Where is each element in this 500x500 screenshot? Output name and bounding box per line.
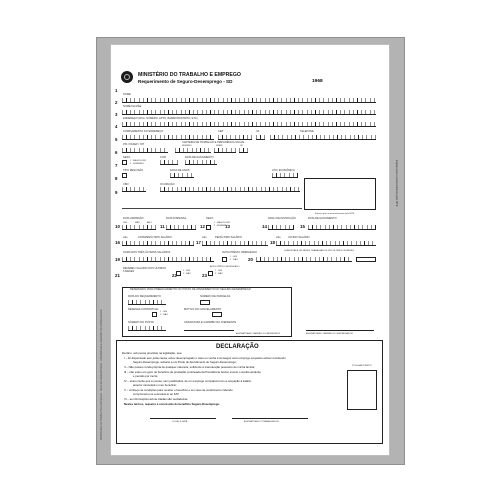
ativ-economica-input[interactable] [272, 173, 298, 178]
field-label-data-nascimento: DATA DE NASCIMENTO [185, 156, 214, 159]
pis-input[interactable] [122, 148, 168, 153]
tipo-rescisao-input[interactable] [122, 173, 127, 178]
ministry-title: MINISTÉRIO DO TRABALHO E EMPREGO [138, 72, 241, 78]
aviso-option: 1 - SIM [230, 256, 238, 258]
field-label-ano: ANO [147, 222, 152, 224]
form-number: 1968 [312, 79, 323, 84]
field-label-sexo2: SEXO [206, 217, 214, 220]
ctps-serie-input[interactable] [214, 148, 236, 153]
section-number: 18 [270, 240, 275, 245]
section-number: 8 [115, 176, 118, 181]
field-label-numero-posto: NÚMERO DO POSTO [128, 321, 154, 324]
field-label-cbo: CBO [123, 183, 129, 186]
declaration-item: II – Não possuo renda própria de qualquer natureza, suficiente à manutenção pessoal e de minha família; [124, 365, 255, 369]
assinatura-empregador-line[interactable] [306, 330, 374, 331]
side-margin-text: MINISTÉRIO DO TRABALHO E EMPREGO · SEGURO-DESEMPREGO · ASSINATURA E CARIMBO DO EMPREGADOR [100, 309, 103, 440]
section-number: 7 [115, 163, 118, 168]
field-label-cep: CEP [218, 130, 224, 133]
sexo2-option: 2 - FEMININO [214, 225, 228, 227]
form-title: Requerimento de Seguro-Desemprego - SD [138, 79, 233, 84]
section-number: 17 [196, 240, 201, 245]
quantidade-meses-input[interactable] [256, 257, 352, 262]
field-label-complemento: COMPLEMENTO DO ENDEREÇO [123, 130, 164, 133]
complemento-input[interactable] [122, 135, 214, 140]
field-label-penultimo: PENÚLTIMO SALÁRIO [215, 236, 242, 239]
section-number: 21 [115, 273, 120, 278]
sexo-option: 1 - MASCULINO [130, 160, 147, 162]
field-label-soma: SOMA DOS TRÊS ÚLTIMOS SALÁRIOS [123, 251, 171, 254]
sexo-input[interactable] [122, 160, 127, 165]
field-label-faixa-anos: FAIXA DE ANOS [170, 169, 190, 172]
field-label-recebeu: RECEBEU SALÁRIO NOS ÚLTIMOS 6 MESES [123, 267, 166, 273]
resenha-input[interactable] [152, 312, 157, 317]
aviso-previo-2-input[interactable] [208, 271, 213, 276]
sexo2-option: 1 - MASCULINO [214, 222, 231, 224]
field-label-mes: MÊS [135, 222, 140, 224]
section-number: 13 [225, 224, 230, 229]
mte-reserved-box [304, 178, 376, 210]
uf-input[interactable] [256, 135, 265, 140]
sexo-option: 2 - FEMININO [130, 163, 144, 165]
thumbprint-box [347, 370, 377, 410]
data-nascimento2-input[interactable] [308, 225, 376, 230]
declaration-item: e pensão por morte; [133, 374, 159, 378]
field-label-ocupacao: OCUPAÇÃO [160, 183, 175, 186]
field-label-ctps-uf: UF [240, 145, 243, 147]
field-label-resenha: RESENHA CONTRATUAL [128, 308, 159, 311]
mte-reserved-label: Espaço para o preenchimento pelo MTE [315, 213, 355, 215]
section-number: 6 [115, 150, 118, 155]
ctps-uf-input[interactable] [239, 148, 248, 153]
field-label-pis: PIS / PASEP / NIT [123, 143, 145, 146]
ocupacao-input[interactable] [160, 187, 300, 192]
endereco-input[interactable] [122, 122, 376, 127]
declaration-item: comprometo-me a devolvê-lo ao FAT; [133, 392, 180, 396]
declaration-item: I – fui dispensado sem justa causa, estou desempregado e caso eu venha a conseguir outro emprego enquanto estiver recebendo [124, 356, 286, 360]
penultimo-input[interactable] [202, 241, 268, 246]
field-label-nome-mae: NOME DA MÃE [123, 105, 142, 108]
section-number: 19 [115, 257, 120, 262]
meses-total-input[interactable] [356, 257, 376, 262]
field-label-sexo: SEXO [123, 156, 131, 159]
resenha-option: 1 - SIM [160, 311, 168, 313]
section-number: 11 [160, 224, 165, 229]
data-dispensa-input[interactable] [166, 225, 196, 230]
field-label-ctps-serie: SÉRIE [216, 145, 223, 147]
declaration-intro: Declaro, sob penas previstas na legislação, que: [122, 351, 183, 355]
section-number: 16 [115, 240, 120, 245]
data-requerimento-input[interactable] [128, 300, 166, 305]
local-data-line[interactable] [150, 418, 216, 419]
data-admissao-input[interactable] [122, 225, 156, 230]
numero-posto-input[interactable] [128, 326, 166, 331]
data-nascimento-input[interactable] [185, 160, 217, 165]
field-label-uf: UF [256, 130, 260, 133]
field-label-quantidade-meses: QUANTIDADE DE MESES TRABALHADOS NOS ÚLTIMOS 36 MESES [284, 250, 354, 252]
field-label-endereco: ENDEREÇO (RUA, NÚMERO, APTO, BAIRRO/DISTRITO, ETC) [123, 117, 198, 120]
aviso-option: 1 - SIM [215, 270, 223, 272]
section-number: 1 [115, 88, 118, 93]
aviso-previo-input[interactable] [222, 257, 227, 262]
field-label-antepenultimo: ANTEPENÚLTIMO SALÁRIO [138, 236, 172, 239]
field-label-numero-parcelas: NÚMERO DE PARCELAS [200, 295, 231, 298]
resenha-option: 2 - NÃO [160, 314, 168, 316]
declaration-item: IV – estou ciente que a recusa, sem justificativa, de um emprego compatível com a ocupação à salário [124, 379, 252, 383]
field-label-ativ-economica: ATIV. ECONÔMICA [272, 169, 295, 172]
section-number: 15 [300, 224, 305, 229]
cor-input[interactable] [160, 160, 178, 165]
field-label-mes: MÊS [276, 237, 281, 239]
section-number: 10 [115, 224, 120, 229]
field-label-assinatura-atend-label: ASSINATURA E CARIMBO DO ATENDENTE [184, 321, 237, 324]
declaration-item: V – conheço as condições para receber o benefício e em caso de recebimento indevido [124, 388, 233, 392]
declaration-item: Seguro-Desemprego, avisarei a um Posto de Atendimento do Seguro-Desemprego; [133, 360, 237, 364]
field-label-ctps: CARTEIRA DE TRABALHO E PREVIDÊNCIA SOCIAL [182, 141, 245, 144]
section-number: 12 [200, 224, 205, 229]
field-label-nome: NOME [123, 93, 131, 96]
field-label-mes: MÊS [123, 237, 128, 239]
nome-input[interactable] [122, 98, 376, 103]
nome-mae-input[interactable] [122, 110, 376, 115]
field-label-data-nascimento2: DATA DE NASCIMENTO [308, 217, 337, 220]
field-label-aviso-previo: AVISO PRÉVIO INDENIZADO [222, 251, 257, 254]
declaration-item: III – não estou em gozo de benefício de prestação continuada da Previdência Social, exceto o auxílio-acidente [124, 370, 261, 374]
reserved-title: RESERVADO PARA PREENCHIMENTO NO POSTO DE ATENDIMENTO DO SEGURO-DESEMPREGO [130, 288, 251, 291]
motivo-input[interactable] [212, 312, 222, 317]
declaration-item: VI – as informações acima citadas são verdadeiras. [124, 397, 189, 401]
declaration-item: anterior cancelará o meu benefício; [133, 383, 177, 387]
section-number: 9 [115, 190, 118, 195]
aviso-option: 2 - NÃO [215, 273, 223, 275]
section-number: 3 [115, 112, 118, 117]
grau-instrucao-input[interactable] [268, 225, 294, 230]
ctps-numero-input[interactable] [175, 148, 211, 153]
field-label-motivo: MOTIVO DO CANCELAMENTO [184, 308, 222, 311]
assinatura-trabalhador-line[interactable] [232, 418, 308, 419]
field-label-data-admissao: DATA ADMISSÃO [123, 217, 144, 220]
assinatura-atend-line[interactable] [184, 330, 234, 331]
aviso-option: 2 - NÃO [230, 259, 238, 261]
field-label-tipo-rescisao: TIPO RESCISÃO [123, 169, 144, 172]
numero-parcelas-input[interactable] [200, 300, 210, 305]
field-label-assinatura-trabalhador: ASSINATURA DO TRABALHADOR [244, 421, 279, 423]
field-label-ctps-numero: NÚMERO [182, 145, 192, 147]
field-label-telefone: TELEFONE [300, 130, 314, 133]
field-label-data-dispensa: DATA DISPENSA [166, 217, 187, 220]
section-number: 14 [262, 224, 267, 229]
field-label-assinatura-atend: ASSINATURA E CARIMBO DO ATENDENTE [236, 333, 281, 335]
field-label-cor: COR [160, 156, 166, 159]
antepenultimo-input[interactable] [122, 241, 194, 246]
telefone-input[interactable] [270, 135, 376, 140]
field-label-mes: MÊS [202, 237, 207, 239]
sexo2-input[interactable] [206, 225, 211, 230]
section-number: 5 [115, 137, 118, 142]
cep-input[interactable] [218, 135, 252, 140]
recebeu-input[interactable] [176, 271, 181, 276]
declaration-closing: Nestes termos, requeiro a concessão do benefício Seguro-Desemprego. [124, 402, 220, 406]
field-label-aviso-previo-2: AVISO PRÉVIO INDENIZADO [210, 266, 240, 268]
section-number: 2 [115, 100, 118, 105]
divider [122, 208, 302, 209]
field-label-data-requerimento: DATA DO REQUERIMENTO [128, 295, 161, 298]
republic-seal-icon [121, 71, 133, 83]
section-number: 23 [202, 273, 207, 278]
ultimo-input[interactable] [276, 241, 376, 246]
faixa-anos-input[interactable] [170, 173, 194, 178]
field-label-assinatura-empregador: ASSINATURA E CARIMBO DO EMPREGADOR [306, 333, 353, 335]
field-label-ultimo: ÚLTIMO SALÁRIO [288, 236, 310, 239]
section-number: 22 [172, 273, 177, 278]
field-label-polegar: POLEGAR DIREITO [352, 365, 373, 367]
field-label-dia: DIA [123, 222, 127, 224]
field-label-local-data: LOCAL E DATA [172, 421, 188, 423]
section-number: 4 [115, 124, 118, 129]
recebeu-option: 2 - NÃO [183, 273, 191, 275]
soma-input[interactable] [122, 257, 214, 262]
field-label-grau-instrucao: GRAU DE INSTRUÇÃO [268, 217, 296, 220]
cbo-input[interactable] [122, 187, 146, 192]
section-number: 20 [248, 257, 253, 262]
declaration-title: DECLARAÇÃO [216, 344, 259, 350]
side-stub-text: Espaço para o preenchimento pelo MTE [395, 160, 398, 207]
recebeu-option: 1 - SIM [183, 270, 191, 272]
